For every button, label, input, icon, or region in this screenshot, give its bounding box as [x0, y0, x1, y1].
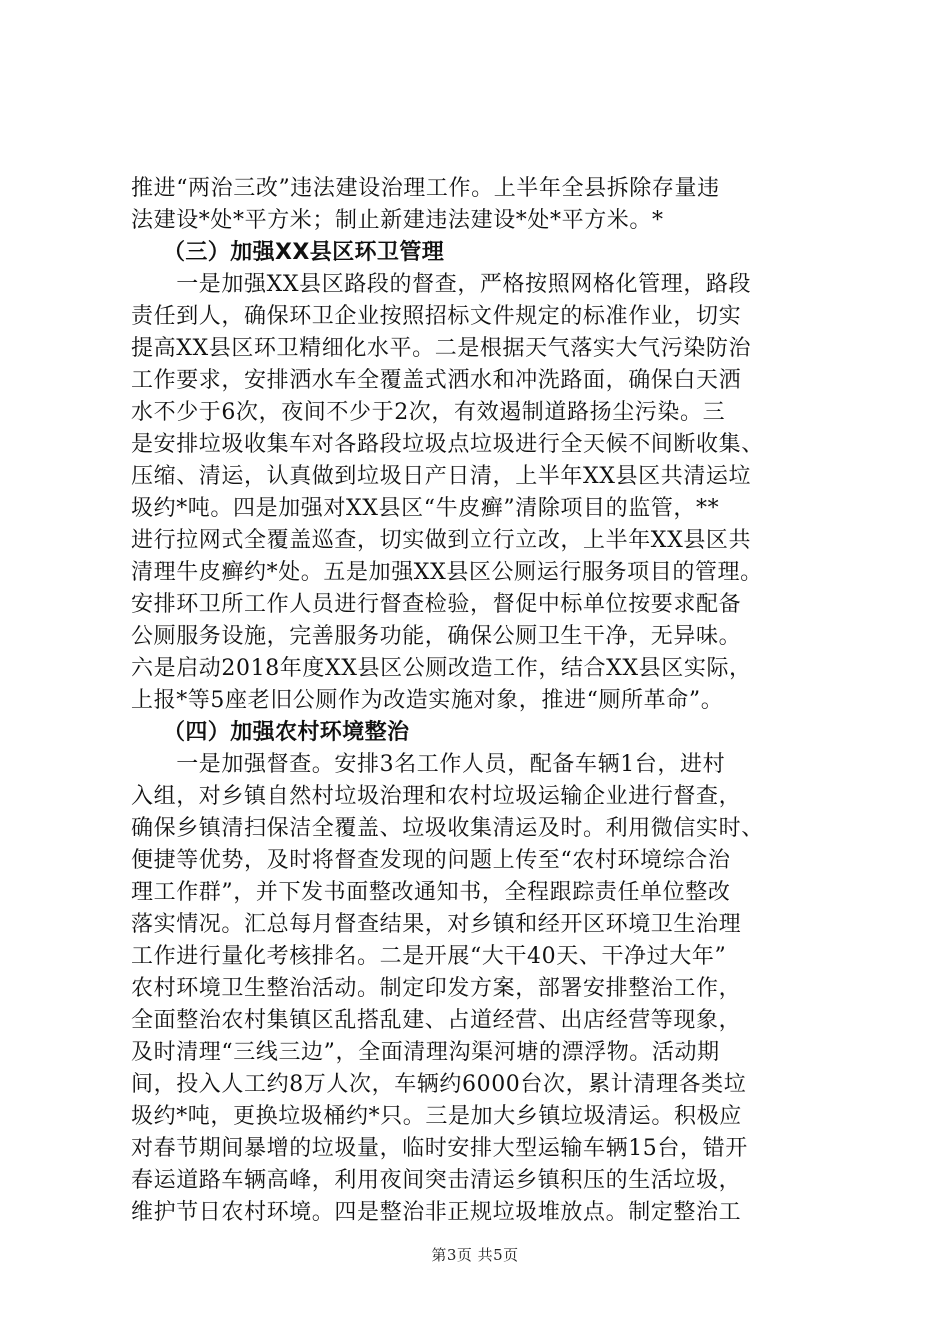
paragraph-line: 水不少于6次，夜间不少于2次，有效遏制道路扬尘污染。三	[131, 400, 726, 425]
paragraph-line: 一是加强XX县区路段的督查，严格按照网格化管理，路段	[131, 272, 752, 297]
document-body	[131, 173, 831, 1229]
paragraph-line: 入组，对乡镇自然村垃圾治理和农村垃圾运输企业进行督查，	[131, 784, 742, 809]
paragraph-line: 农村环境卫生整治活动。制定印发方案，部署安排整治工作，	[131, 976, 742, 1001]
paragraph-line: 维护节日农村环境。四是整治非正规垃圾堆放点。制定整治工	[131, 1200, 742, 1225]
section-heading: （四）加强农村环境整治	[163, 720, 410, 745]
paragraph-line: 落实情况。汇总每月督查结果，对乡镇和经开区环境卫生治理	[131, 912, 742, 937]
paragraph-line: 对春节期间暴增的垃圾量，临时安排大型运输车辆15台，错开	[131, 1136, 748, 1161]
paragraph-line: 安排环卫所工作人员进行督查检验，督促中标单位按要求配备	[131, 592, 742, 617]
paragraph-line: 圾约*吨，更换垃圾桶约*只。三是加大乡镇垃圾清运。积极应	[131, 1104, 742, 1129]
paragraph-line: 春运道路车辆高峰，利用夜间突击清运乡镇积压的生活垃圾，	[131, 1168, 742, 1193]
paragraph-line: 确保乡镇清扫保洁全覆盖、垃圾收集清运及时。利用微信实时、	[131, 816, 764, 841]
paragraph-line: 六是启动2018年度XX县区公厕改造工作，结合XX县区实际，	[131, 656, 752, 681]
paragraph-line: 压缩、清运，认真做到垃圾日产日清，上半年XX县区共清运垃	[131, 464, 752, 489]
paragraph-line: 便捷等优势，及时将督查发现的问题上传至“农村环境综合治	[131, 848, 731, 873]
paragraph-line: 圾约*吨。四是加强对XX县区“牛皮癣”清除项目的监管，**	[131, 496, 720, 521]
paragraph-line: 工作进行量化考核排名。二是开展“大干40天、干净过大年”	[131, 944, 727, 969]
paragraph-line: 提高XX县区环卫精细化水平。二是根据天气落实大气污染防治	[131, 336, 752, 361]
paragraph-line: 理工作群”，并下发书面整改通知书，全程跟踪责任单位整改	[131, 880, 731, 905]
paragraph-line: 进行拉网式全覆盖巡查，切实做到立行立改，上半年XX县区共	[131, 528, 752, 553]
paragraph-line: 及时清理“三线三边”，全面清理沟渠河塘的漂浮物。活动期	[131, 1040, 720, 1065]
section-heading: （三）加强XX县区环卫管理	[163, 240, 445, 265]
paragraph-line: 法建设*处*平方米；制止新建违法建设*处*平方米。*	[131, 208, 664, 233]
page-footer: 第3页 共5页	[431, 1246, 519, 1264]
paragraph-line: 公厕服务设施，完善服务功能，确保公厕卫生干净，无异味。	[131, 624, 742, 649]
paragraph-line: 上报*等5座老旧公厕作为改造实施对象，推进“厕所革命”。	[131, 688, 724, 713]
paragraph-line: 全面整治农村集镇区乱搭乱建、占道经营、出店经营等现象，	[131, 1008, 742, 1033]
paragraph-line: 清理牛皮癣约*处。五是加强XX县区公厕运行服务项目的管理。	[131, 560, 763, 585]
paragraph-line: 一是加强督查。安排3名工作人员，配备车辆1台，进村	[131, 752, 726, 777]
paragraph-line: 工作要求，安排洒水车全覆盖式洒水和冲洗路面，确保白天洒	[131, 368, 742, 393]
paragraph-line: 是安排垃圾收集车对各路段垃圾点垃圾进行全天候不间断收集、	[131, 432, 764, 457]
paragraph-line: 责任到人，确保环卫企业按照招标文件规定的标准作业，切实	[131, 304, 742, 329]
paragraph-line: 间，投入人工约8万人次，车辆约6000台次，累计清理各类垃	[131, 1072, 747, 1097]
paragraph-line: 推进“两治三改”违法建设治理工作。上半年全县拆除存量违	[131, 176, 720, 201]
